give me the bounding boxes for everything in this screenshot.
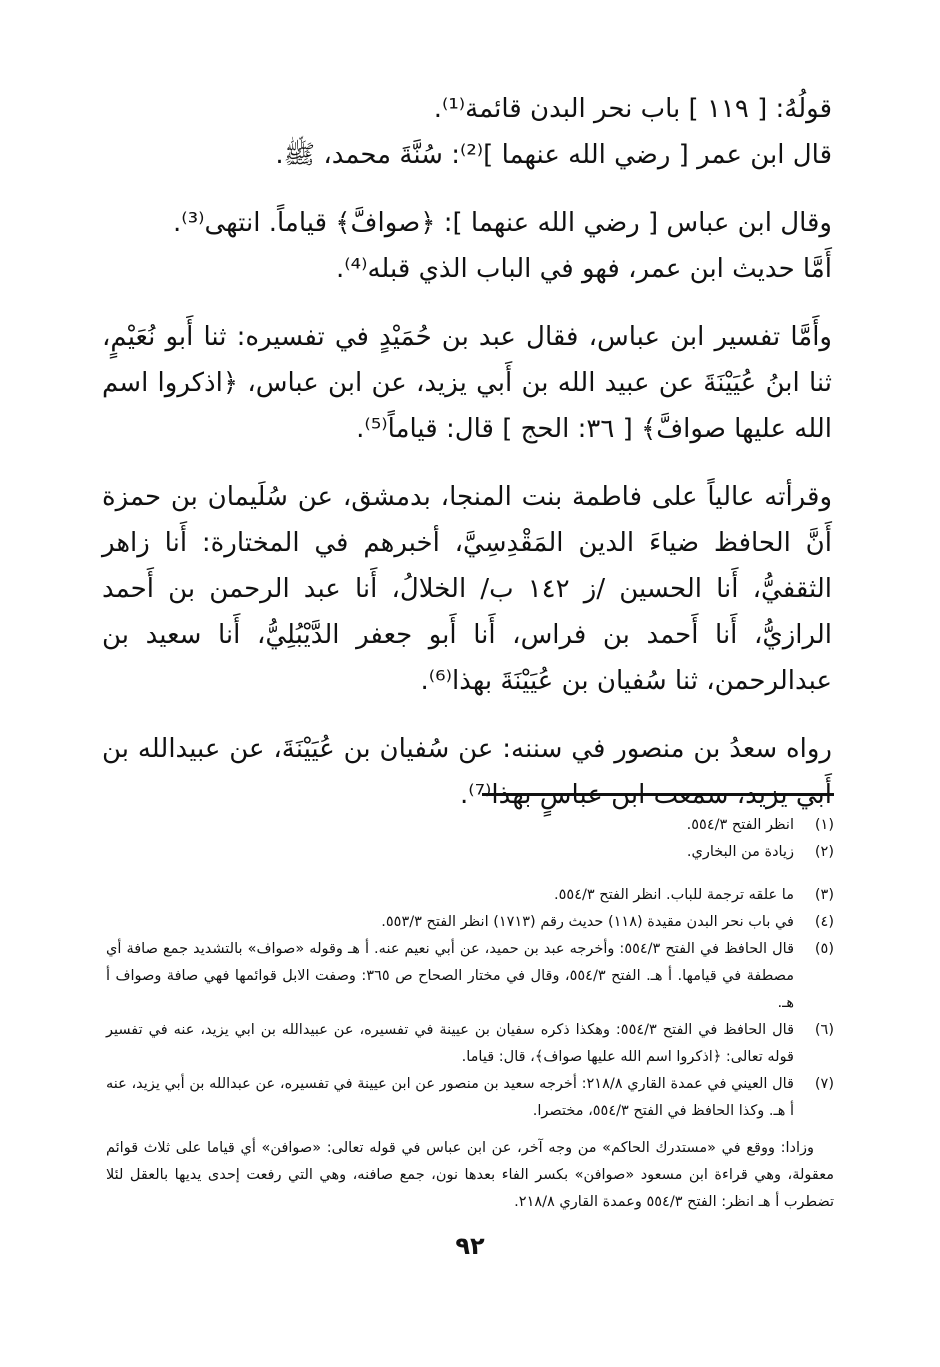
footnote bbox=[106, 839, 834, 866]
paragraph-tafsir: وأَمَّا تفسير ابن عباس، فقال عبد بن حُمَيْدٍ في تفسيره: ثنا أَبو نُعَيْمٍ، ثنا ابنُ عُيَيْنَةَ عن عبيد الله بن أَبي يزيد، عن ابن عباس، ﴿اذكروا اسم الله عليها صوافَّ﴾ [ ٣٦: الحج ] قال: قياماً⁽⁵⁾. bbox=[102, 322, 832, 444]
footnote bbox=[106, 1071, 834, 1125]
footnote-text: قال الحافظ في الفتح ٥٥٤/٣: وهكذا ذكره سفيان بن عيينة في تفسيره، عن عبيدالله بن ابي يزيد، عنه في تفسير قوله تعالى: ﴿اذكروا اسم الله عليها صواف﴾، قال: قياما. bbox=[106, 1022, 794, 1065]
footnote-number: (٥) bbox=[814, 941, 834, 957]
paragraph-isnad: وقرأته عالياً على فاطمة بنت المنجا، بدمشق، عن سُلَيمان بن حمزة أَنَّ الحافظ ضياءَ الدين المَقْدِسِيَّ، أخبرهم في المختارة: أَنا زاهر الثقفيُّ، أَنا الحسين /ز ١٤٢ ب/ الخلالُ، أَنا عبد الرحمن بن أَحمد الرازيُّ، أَنا أَحمد بن فراس، أَنا أَبو جعفر الدَّيْبُلِيُّ، أَنا سعيد بن عبدالرحمن، ثنا سُفيان بن عُيَيْنَةَ بهذا⁽⁶⁾. bbox=[102, 482, 832, 696]
footnote-number: (٧) bbox=[814, 1076, 834, 1092]
footnote bbox=[106, 812, 834, 839]
footnote bbox=[106, 1017, 834, 1071]
footnote bbox=[106, 909, 834, 936]
footnote-text: زيادة من البخاري. bbox=[686, 844, 794, 860]
footnote-text: في باب نحر البدن مقيدة (١١٨) حديث رقم (١٧١٣) انظر الفتح ٥٥٣/٣. bbox=[381, 914, 794, 930]
footnote bbox=[106, 882, 834, 909]
footnote-number: (٣) bbox=[814, 887, 834, 903]
footnote-number: (٤) bbox=[814, 914, 834, 930]
footnote-number: (١) bbox=[814, 817, 834, 833]
footnote-text: انظر الفتح ٥٥٤/٣. bbox=[686, 817, 794, 833]
page-number: ٩٢ bbox=[455, 1232, 485, 1260]
main-text bbox=[102, 86, 832, 818]
footnote-number: (٢) bbox=[814, 844, 834, 860]
footnotes bbox=[106, 812, 834, 1216]
footnote-addendum: وزادا: ووقع في «مستدرك الحاكم» من وجه آخر، عن ابن عباس في قوله تعالى: «صوافن» أي قياما على ثلاث قوائم معقولة، وهي قراءة ابن مسعود «صوافن» بكسر الفاء بعدها نون، جمع صافنه، وهي التي رفعت إحدى يديها بالعقل لئلا تضطرب أ هـ انظر: الفتح ٥٥٤/٣ وعمدة القاري ٢١٨/٨. bbox=[106, 1140, 834, 1210]
paragraph-ibn-abbas: وقال ابن عباس [ رضي الله عنهما ]: ﴿صوافَّ﴾ قياماً. انتهى⁽³⁾. أَمَّا حديث ابن عمر، فهو في الباب الذي قبله⁽⁴⁾. bbox=[173, 208, 832, 284]
footnote-text: ما علقه ترجمة للباب. انظر الفتح ٥٥٤/٣. bbox=[554, 887, 794, 903]
footnote-number: (٦) bbox=[814, 1022, 834, 1038]
footnote-text: قال العيني في عمدة القاري ٢١٨/٨: أخرجه سعيد بن منصور عن ابن عيينة في تفسيره، عن عبدالله بن أبي يزيد، عنه أ هـ. وكذا الحافظ في الفتح ٥٥٤/٣، مختصرا. bbox=[106, 1076, 794, 1119]
footnote bbox=[106, 936, 834, 1017]
footnote-divider bbox=[482, 793, 834, 796]
paragraph-sunan: رواه سعدُ بن منصور في سننه: عن سُفيان بن عُيَيْنَةَ، عن عبيدالله بن أَبي يزيد، سمعت ابن عباسٍ بهذا⁽⁷⁾. bbox=[102, 734, 832, 810]
footnote-text: قال الحافظ في الفتح ٥٥٤/٣: وأخرجه عبد بن حميد، عن أبي نعيم عنه. أ هـ وقوله «صواف» بالتشديد جمع صافة أي مصطفة في قيامها. أ هـ. الفتح ٥٥٤/٣، وقال في مختار الصحاح ص ٣٦٥: وصفت الابل قوائمها فهي صافة وصواف أ هـ. bbox=[106, 941, 794, 1011]
paragraph-heading: قولُهُ: [ ١١٩ ] باب نحر البدن قائمة⁽¹⁾. قال ابن عمر [ رضي الله عنهما ]⁽²⁾: سُنَّةَ محمد، ﷺ. bbox=[275, 94, 832, 170]
